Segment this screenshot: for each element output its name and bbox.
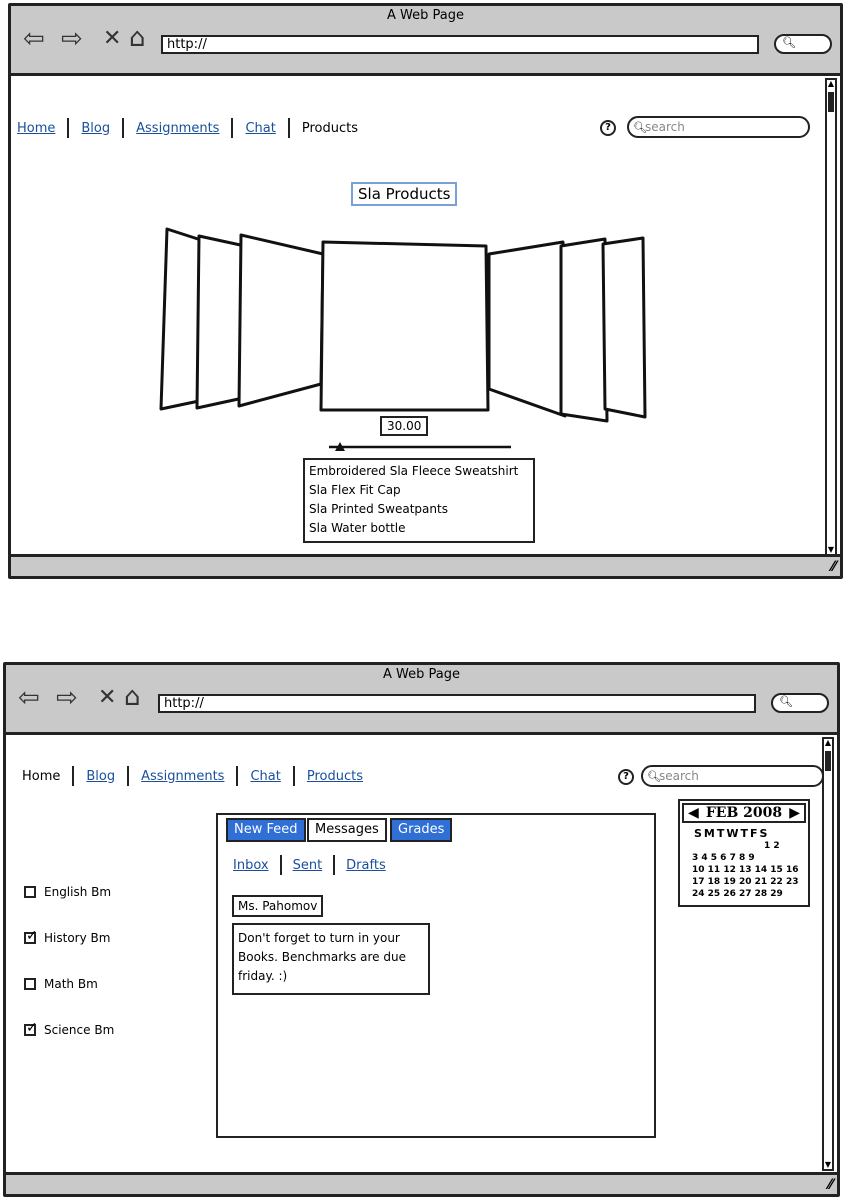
search-icon: 🔍︎: [633, 121, 647, 134]
close-icon[interactable]: ✕: [103, 26, 122, 51]
help-icon[interactable]: ?: [600, 120, 616, 136]
checkbox-checked-icon[interactable]: [24, 932, 36, 944]
checkbox-icon[interactable]: [24, 886, 36, 898]
tab-new-feed[interactable]: New Feed: [226, 818, 306, 842]
nav-home: Home: [22, 768, 61, 784]
cover-left-1: [239, 235, 323, 406]
nav-home[interactable]: Home: [17, 120, 56, 136]
vertical-scrollbar[interactable]: [825, 78, 837, 556]
cover-center: [321, 242, 488, 410]
scroll-thumb[interactable]: [828, 92, 834, 112]
search-input[interactable]: [627, 116, 810, 138]
nav-chat[interactable]: Chat: [250, 768, 281, 784]
subnav-drafts[interactable]: Drafts: [346, 857, 386, 873]
calendar-header: [682, 803, 806, 823]
list-item[interactable]: Embroidered Sla Fleece Sweatshirt: [309, 464, 519, 478]
search-placeholder: search: [645, 120, 685, 134]
nav-blog[interactable]: Blog: [86, 768, 116, 784]
subnav-divider: [280, 855, 282, 875]
main-nav: [13, 118, 362, 138]
scroll-down-icon: ▼: [824, 1160, 832, 1169]
cover-left-3: [161, 229, 201, 409]
scroll-up-icon: ▲: [827, 79, 835, 88]
help-icon[interactable]: ?: [618, 769, 634, 785]
list-item[interactable]: Sla Flex Fit Cap: [309, 483, 401, 497]
resize-grip-icon[interactable]: ⁄⁄: [831, 559, 836, 575]
window-title: A Web Page: [383, 667, 460, 682]
calendar-weekdays: SMTWTFS: [694, 827, 770, 840]
home-icon[interactable]: ⌂: [129, 23, 146, 53]
subnav-inbox[interactable]: Inbox: [233, 857, 269, 873]
scroll-thumb[interactable]: [825, 751, 831, 771]
calendar-month: FEB 2008: [705, 805, 783, 821]
tab-messages[interactable]: Messages: [307, 818, 387, 842]
close-icon[interactable]: ✕: [98, 685, 117, 710]
search-icon: 🔍︎: [782, 36, 796, 49]
nav-assignments[interactable]: Assignments: [141, 768, 225, 784]
browser-search-button[interactable]: [774, 34, 832, 54]
nav-divider: [122, 118, 124, 138]
tab-grades[interactable]: Grades: [390, 818, 452, 842]
calendar[interactable]: [678, 799, 810, 907]
next-month-icon[interactable]: ▶: [789, 805, 800, 821]
browser-window-products: [8, 3, 843, 579]
message-body: Don't forget to turn in your Books. Benchmarks are due friday. :): [232, 923, 430, 995]
checkbox-label: Math Bm: [44, 977, 98, 991]
nav-divider: [288, 118, 290, 138]
main-nav: [18, 766, 367, 786]
sender-name: Ms. Pahomov: [232, 895, 323, 917]
products-title: Sla Products: [351, 182, 457, 206]
vertical-scrollbar[interactable]: [822, 737, 834, 1171]
nav-divider: [236, 766, 238, 786]
back-icon[interactable]: ⇦: [23, 24, 45, 54]
browser-toolbar: [11, 6, 840, 76]
search-input[interactable]: [641, 765, 824, 787]
browser-window-home: [3, 662, 840, 1197]
checkbox-science[interactable]: [24, 1023, 114, 1037]
back-icon[interactable]: ⇦: [18, 683, 40, 713]
subnav-divider: [333, 855, 335, 875]
calendar-week: 3 4 5 6 7 8 9: [692, 853, 755, 863]
checkbox-icon[interactable]: [24, 978, 36, 990]
subnav-sent[interactable]: Sent: [292, 857, 323, 873]
nav-products[interactable]: Products: [306, 768, 363, 784]
calendar-days[interactable]: [680, 840, 808, 900]
checkbox-checked-icon[interactable]: [24, 1024, 36, 1036]
status-bar: [6, 1172, 837, 1194]
cover-flow-carousel[interactable]: [153, 224, 673, 434]
nav-divider: [72, 766, 74, 786]
search-icon: 🔍︎: [779, 695, 793, 708]
nav-chat[interactable]: Chat: [245, 120, 276, 136]
scroll-down-icon: ▼: [827, 545, 835, 554]
checkbox-label: History Bm: [44, 931, 111, 945]
nav-assignments[interactable]: Assignments: [136, 120, 220, 136]
checkbox-history[interactable]: [24, 931, 110, 945]
nav-blog[interactable]: Blog: [81, 120, 111, 136]
nav-products: Products: [301, 120, 358, 136]
checkbox-english[interactable]: [24, 885, 111, 899]
checkbox-math[interactable]: [24, 977, 98, 991]
price-label: 30.00: [380, 416, 428, 436]
cover-right-3: [603, 238, 645, 417]
scroll-up-icon: ▲: [824, 738, 832, 747]
address-bar[interactable]: http://: [158, 694, 756, 713]
list-item[interactable]: Sla Water bottle: [309, 521, 406, 535]
price-slider[interactable]: [327, 440, 517, 454]
nav-divider: [231, 118, 233, 138]
forward-icon[interactable]: ⇨: [56, 683, 78, 713]
resize-grip-icon[interactable]: ⁄⁄: [828, 1177, 833, 1193]
prev-month-icon[interactable]: ◀: [688, 805, 699, 821]
nav-divider: [67, 118, 69, 138]
product-list: [303, 458, 535, 543]
search-placeholder: search: [659, 769, 699, 783]
checkbox-label: Science Bm: [44, 1023, 115, 1037]
cover-right-1: [489, 242, 565, 416]
browser-toolbar: [6, 665, 837, 735]
home-icon[interactable]: ⌂: [124, 682, 141, 712]
message-panel: [216, 813, 656, 1138]
calendar-week: 10 11 12 13 14 15 16: [692, 865, 799, 875]
browser-search-button[interactable]: [771, 693, 829, 713]
window-title: A Web Page: [387, 8, 464, 23]
calendar-week: 17 18 19 20 21 22 23: [692, 877, 799, 887]
checkbox-label: English Bm: [44, 885, 112, 899]
list-item[interactable]: Sla Printed Sweatpants: [309, 502, 448, 516]
cover-right-2: [561, 239, 607, 421]
forward-icon[interactable]: ⇨: [61, 24, 83, 54]
nav-divider: [127, 766, 129, 786]
nav-divider: [293, 766, 295, 786]
calendar-week: 24 25 26 27 28 29: [692, 889, 783, 899]
search-icon: 🔍︎: [647, 770, 661, 783]
mail-subnav: [230, 855, 389, 875]
calendar-week: 1 2: [764, 841, 780, 851]
address-bar[interactable]: http://: [161, 35, 759, 54]
status-bar: [11, 554, 840, 576]
